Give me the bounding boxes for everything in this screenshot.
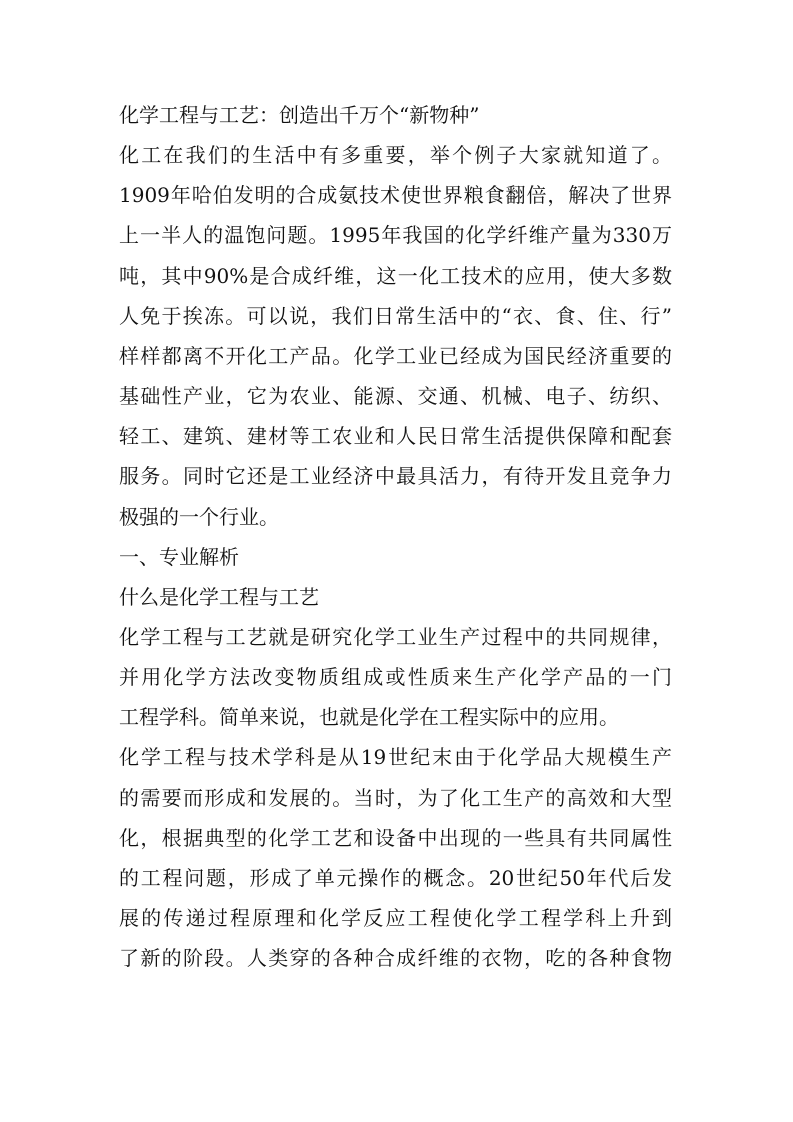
text-line: 的需要而形成和发展的。当时，为了化工生产的高效和大型 xyxy=(119,785,672,810)
text-line: 化，根据典型的化学工艺和设备中出现的一些具有共同属性 xyxy=(119,825,672,850)
text-line: 样样都离不开化工产品。化学工业已经成为国民经济重要的 xyxy=(119,343,672,368)
text-line: 轻工、建筑、建材等工农业和人民日常生活提供保障和配套 xyxy=(119,424,672,449)
text-line: 吨，其中90%是合成纤维，这一化工技术的应用，使大多数 xyxy=(119,263,672,288)
text-line: 展的传递过程原理和化学反应工程使化学工程学科上升到 xyxy=(119,906,672,930)
text-line: 上一半人的温饱问题。1995年我国的化学纤维产量为330万 xyxy=(119,223,672,248)
text-line: 化学工程与技术学科是从19世纪末由于化学品大规模生产 xyxy=(119,745,672,770)
text-line: 极强的一个行业。 xyxy=(119,504,279,529)
text-line: 了新的阶段。人类穿的各种合成纤维的衣物，吃的各种食物 xyxy=(119,946,672,971)
text-line: 什么是化学工程与工艺 xyxy=(119,584,319,609)
text-line: 化学工程与工艺就是研究化学工业生产过程中的共同规律， xyxy=(119,624,672,649)
document-title: 化学工程与工艺：创造出千万个“新物种” xyxy=(119,103,480,127)
text-line: 并用化学方法改变物质组成或性质来生产化学产品的一门 xyxy=(119,665,672,690)
text-line: 化工在我们的生活中有多重要，举个例子大家就知道了。 xyxy=(119,143,672,168)
text-line: 工程学科。简单来说，也就是化学在工程实际中的应用。 xyxy=(119,705,619,730)
text-line: 基础性产业，它为农业、能源、交通、机械、电子、纺织、 xyxy=(119,384,672,409)
text-line: 1909年哈伯发明的合成氨技术使世界粮食翻倍，解决了世界 xyxy=(119,183,672,208)
text-line: 的工程问题，形成了单元操作的概念。20世纪50年代后发 xyxy=(119,865,672,890)
text-line: 人免于挨冻。可以说，我们日常生活中的“衣、食、住、行” xyxy=(119,303,672,328)
text-line: 服务。同时它还是工业经济中最具活力，有待开发且竞争力 xyxy=(119,464,672,489)
text-line: 一、专业解析 xyxy=(119,544,239,569)
